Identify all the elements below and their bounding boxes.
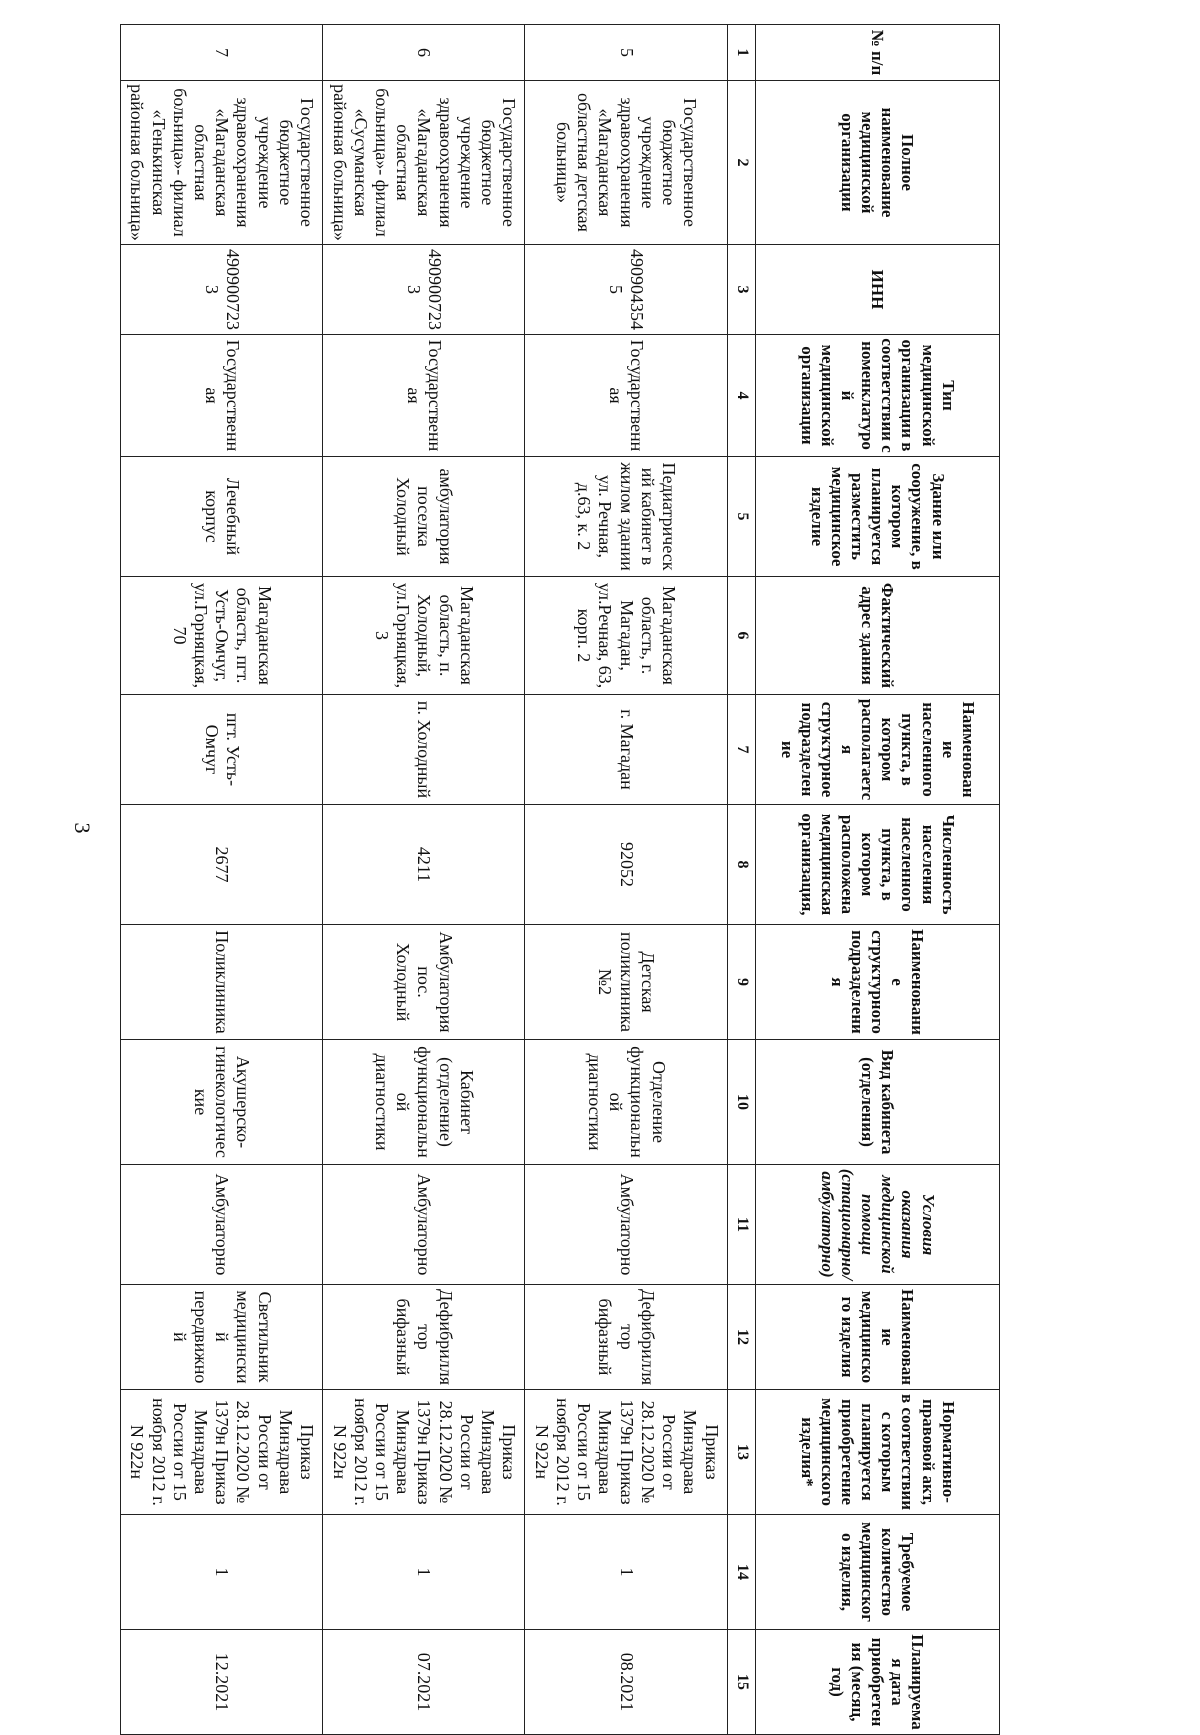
header-cell: Тип медицинской организации в соответствии с номенклатурой медицинской организации [755, 335, 999, 457]
column-number: 8 [727, 805, 755, 925]
header-cell: ИНН [755, 245, 999, 335]
subdivision: Детская поликлиника №2 [525, 925, 727, 1040]
header-cell: Наименование структурного подразделения [755, 925, 999, 1040]
column-number: 14 [727, 1515, 755, 1630]
population: 4211 [323, 805, 525, 925]
column-number: 13 [727, 1390, 755, 1515]
building: Педиатрический кабинет в жилом здании ул. Речная, д.63, к. 2 [525, 457, 727, 577]
legal-act: Приказ Минздрава России от 28.12.2020 № 1379н Приказ Минздрава России от 15 ноября 2012 г. N 922н [323, 1390, 525, 1515]
table-row [525, 25, 727, 1735]
column-number: 12 [727, 1285, 755, 1390]
subdivision: Амбулатория пос. Холодный [323, 925, 525, 1040]
care-conditions: Амбулаторно [323, 1165, 525, 1285]
header-cell: Полное наименование медицинской организации [755, 81, 999, 245]
row-number: 5 [525, 25, 727, 81]
column-number: 15 [727, 1630, 755, 1735]
cabinet-type: Акушерско-гинекологические [121, 1040, 323, 1165]
header-cell: Наименование медицинского изделия [755, 1285, 999, 1390]
table-row [323, 25, 525, 1735]
organization-name: Государственное бюджетное учреждение здравоохранения «Магаданская областная больница»- филиал «Сусуманская районная больница» [323, 81, 525, 245]
legal-act: Приказ Минздрава России от 28.12.2020 № 1379н Приказ Минздрава России от 15 ноября 2012 г. N 922н [121, 1390, 323, 1515]
header-cell: Планируемая дата приобретения (месяц, год) [755, 1630, 999, 1735]
address: Магаданская область, п. Холодный, ул.Горняцкая, 3 [323, 577, 525, 695]
column-number: 11 [727, 1165, 755, 1285]
column-number: 9 [727, 925, 755, 1040]
population: 2677 [121, 805, 323, 925]
column-number: 3 [727, 245, 755, 335]
quantity: 1 [121, 1515, 323, 1630]
inn: 4909007233 [121, 245, 323, 335]
column-number-row [727, 25, 755, 1735]
cabinet-type: Отделение функциональной диагностики [525, 1040, 727, 1165]
column-number: 10 [727, 1040, 755, 1165]
column-number: 5 [727, 457, 755, 577]
inn: 4909007233 [323, 245, 525, 335]
organization-type: Государственная [525, 335, 727, 457]
legal-act: Приказ Минздрава России от 28.12.2020 № 1379н Приказ Минздрава России от 15 ноября 2012 г. N 922н [525, 1390, 727, 1515]
header-cell: Фактический адрес здания [755, 577, 999, 695]
column-number: 6 [727, 577, 755, 695]
table-header-row [755, 25, 999, 1735]
organization-type: Государственная [121, 335, 323, 457]
column-number: 2 [727, 81, 755, 245]
subdivision: Поликлиника [121, 925, 323, 1040]
header-cell: Численность населения населенного пункта, в котором расположена медицинская организация, [755, 805, 999, 925]
row-number: 6 [323, 25, 525, 81]
header-cell: Наименование населенного пункта, в котором располагается структурное подразделение [755, 695, 999, 805]
settlement: п. Холодный [323, 695, 525, 805]
organization-type: Государственная [323, 335, 525, 457]
header-cell: Условия оказания медицинской помощи (стационарно/ амбулаторно) [755, 1165, 999, 1285]
quantity: 1 [323, 1515, 525, 1630]
inn: 4909043545 [525, 245, 727, 335]
building: амбулатория поселка Холодный [323, 457, 525, 577]
planned-date: 07.2021 [323, 1630, 525, 1735]
planned-date: 12.2021 [121, 1630, 323, 1735]
header-cell: Здание или сооружение, в котором планируется разместить медицинское изделие [755, 457, 999, 577]
rotated-table-container [120, 24, 1000, 1730]
equipment-table [120, 24, 1000, 1735]
device-name: Дефибриллятор бифазный [525, 1285, 727, 1390]
care-conditions: Амбулаторно [525, 1165, 727, 1285]
building: Лечебный корпус [121, 457, 323, 577]
organization-name: Государственное бюджетное учреждение здравоохранения «Магаданская областная детская больница» [525, 81, 727, 245]
address: Магаданская область, г. Магадан, ул.Речная, 63, корп. 2 [525, 577, 727, 695]
column-number: 1 [727, 25, 755, 81]
population: 92052 [525, 805, 727, 925]
header-cell: Требуемое количество медицинского изделия, [755, 1515, 999, 1630]
cabinet-type: Кабинет (отделение) функциональной диагностики [323, 1040, 525, 1165]
address: Магаданская область, пгт. Усть-Омчуг, ул.Горняцкая, 70 [121, 577, 323, 695]
organization-name: Государственное бюджетное учреждение здравоохранения «Магаданская областная больница»- филиал «Тенькинская районная больница» [121, 81, 323, 245]
planned-date: 08.2021 [525, 1630, 727, 1735]
header-cell: Вид кабинета (отделения) [755, 1040, 999, 1165]
device-name: Светильник медицинский передвижной [121, 1285, 323, 1390]
quantity: 1 [525, 1515, 727, 1630]
device-name: Дефибриллятор бифазный [323, 1285, 525, 1390]
rotated-page [120, 24, 1000, 1730]
settlement: пгт. Усть-Омчуг [121, 695, 323, 805]
column-number: 7 [727, 695, 755, 805]
page-number: 3 [70, 822, 95, 834]
header-cell: № п/п [755, 25, 999, 81]
care-conditions: Амбулаторно [121, 1165, 323, 1285]
table-row [121, 25, 323, 1735]
header-cell: Нормативно-правовой акт, в соответствии с которым планируется приобретение медицинского изделия* [755, 1390, 999, 1515]
column-number: 4 [727, 335, 755, 457]
row-number: 7 [121, 25, 323, 81]
settlement: г. Магадан [525, 695, 727, 805]
